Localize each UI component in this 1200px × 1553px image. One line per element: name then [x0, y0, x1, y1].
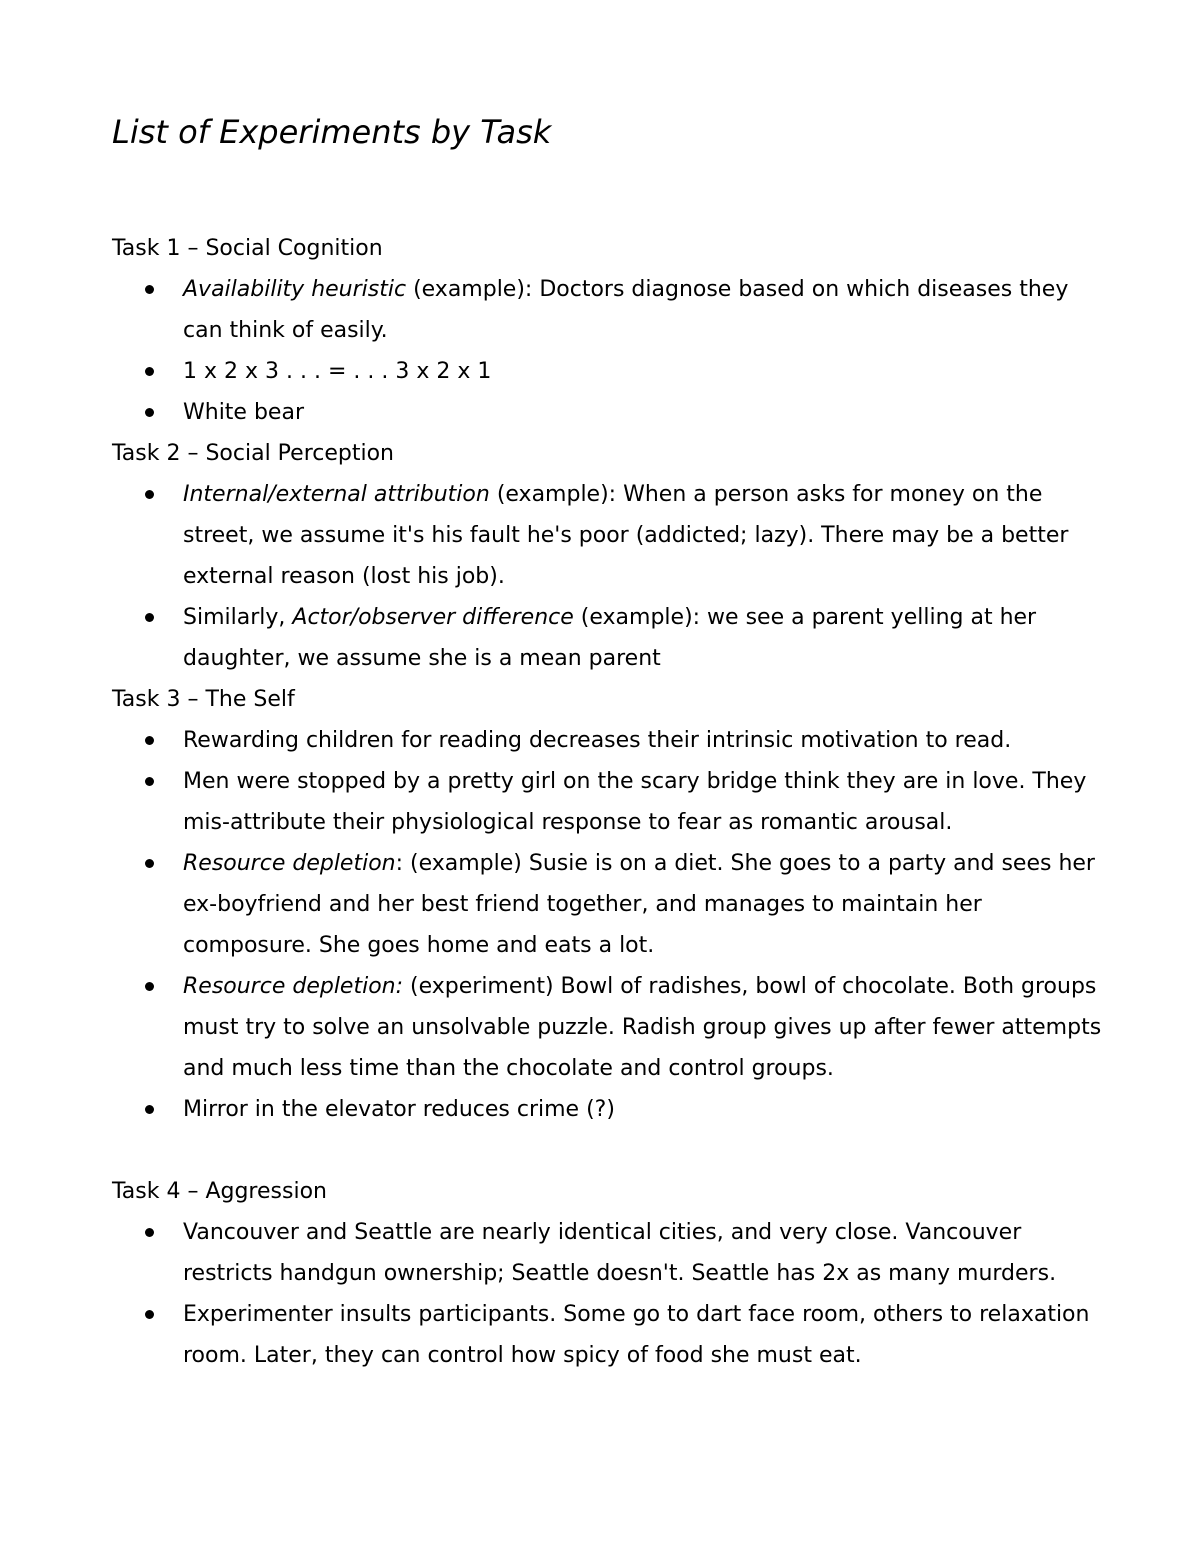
item-text: (example): When a person asks for money on the street, we assume it's his fault he's poor (addicted; lazy). There may be a better external reason (lost his job).	[183, 482, 1069, 589]
term: Resource depletion	[183, 851, 396, 876]
item-text: Vancouver and Seattle are nearly identical cities, and very close. Vancouver restricts handgun ownership; Seattle doesn't. Seattle has 2x as many murders.	[183, 1220, 1057, 1286]
item-text: (example): Doctors diagnose based on which diseases they can think of easily.	[183, 277, 1069, 343]
bullet-icon	[145, 408, 154, 417]
list-item	[112, 761, 1102, 843]
bullet-icon	[145, 367, 154, 376]
blank-line	[112, 1130, 1102, 1171]
document-title: List of Experiments by Task	[112, 113, 552, 151]
task-1-list	[112, 269, 1102, 433]
bullet-icon	[145, 736, 154, 745]
list-item	[112, 597, 1102, 679]
list-item	[112, 966, 1102, 1089]
task-4-section	[112, 1171, 1102, 1376]
task-1-section	[112, 228, 1102, 433]
item-text: Mirror in the elevator reduces crime (?)	[183, 1097, 615, 1122]
bullet-icon	[145, 859, 154, 868]
bullet-icon	[145, 1228, 154, 1237]
item-prefix: Similarly,	[183, 605, 293, 630]
bullet-icon	[145, 613, 154, 622]
term: Internal/external attribution	[183, 482, 490, 507]
bullet-icon	[145, 285, 154, 294]
list-item	[112, 392, 1102, 433]
task-2-list	[112, 474, 1102, 679]
task-3-section	[112, 679, 1102, 1130]
list-item	[112, 1089, 1102, 1130]
list-item	[112, 843, 1102, 966]
item-text: Rewarding children for reading decreases their intrinsic motivation to read.	[183, 728, 1012, 753]
item-text: 1 x 2 x 3 . . . = . . . 3 x 2 x 1	[183, 359, 492, 384]
bullet-icon	[145, 982, 154, 991]
list-item	[112, 720, 1102, 761]
item-text: Experimenter insults participants. Some go to dart face room, others to relaxation room. Later, they can control how spicy of food she must eat.	[183, 1302, 1090, 1368]
item-text: White bear	[183, 400, 304, 425]
list-item	[112, 474, 1102, 597]
term: Resource depletion:	[183, 974, 404, 999]
item-text: Men were stopped by a pretty girl on the scary bridge think they are in love. They mis-attribute their physiological response to fear as romantic arousal.	[183, 769, 1087, 835]
task-2-section	[112, 433, 1102, 679]
bullet-icon	[145, 777, 154, 786]
task-3-list	[112, 720, 1102, 1130]
term: Availability heuristic	[183, 277, 407, 302]
list-item	[112, 1212, 1102, 1294]
task-1-heading: Task 1 – Social Cognition	[112, 236, 383, 261]
item-text: : (example) Susie is on a diet. She goes to a party and sees her ex-boyfriend and her best friend together, and manages to maintain her composure. She goes home and eats a lot.	[183, 851, 1095, 958]
task-4-heading: Task 4 – Aggression	[112, 1179, 327, 1204]
bullet-icon	[145, 1310, 154, 1319]
task-3-heading: Task 3 – The Self	[112, 687, 295, 712]
document-body	[112, 228, 1102, 1376]
item-text: (experiment) Bowl of radishes, bowl of chocolate. Both groups must try to solve an unsolvable puzzle. Radish group gives up after fewer attempts and much less time than the chocolate and control groups.	[183, 974, 1102, 1081]
bullet-icon	[145, 490, 154, 499]
item-text: (example): we see a parent yelling at her daughter, we assume she is a mean parent	[183, 605, 1037, 671]
term: Actor/observer difference	[292, 605, 574, 630]
task-4-list	[112, 1212, 1102, 1376]
task-2-heading: Task 2 – Social Perception	[112, 441, 394, 466]
list-item	[112, 1294, 1102, 1376]
list-item	[112, 269, 1102, 351]
bullet-icon	[145, 1105, 154, 1114]
list-item	[112, 351, 1102, 392]
